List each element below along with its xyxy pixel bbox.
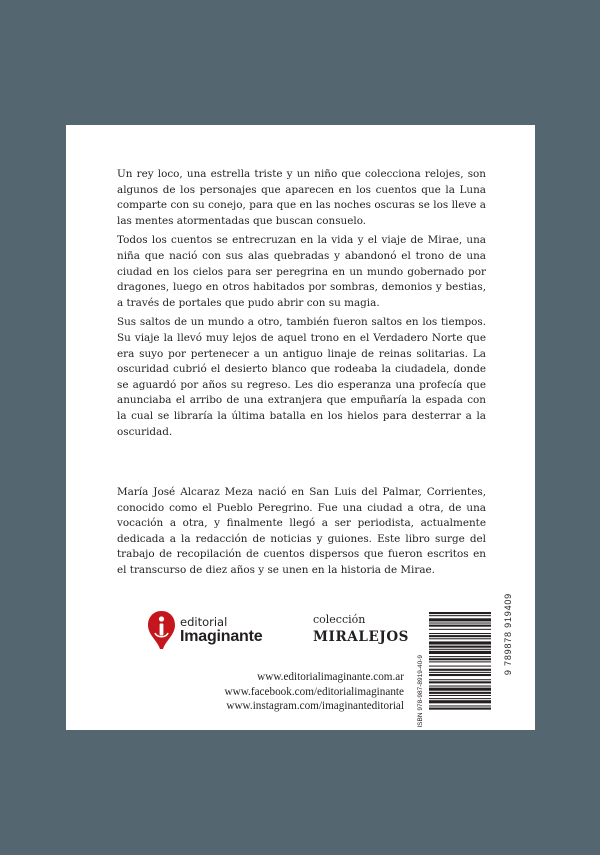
- barcode-bar: [429, 615, 491, 616]
- barcode-bar: [429, 629, 491, 630]
- website-link[interactable]: www.editorialimaginante.com.ar: [257, 671, 404, 683]
- barcode-bar: [429, 692, 491, 694]
- barcode-bar: [429, 708, 491, 710]
- barcode-bar: [429, 625, 491, 627]
- synopsis-paragraph-1: Un rey loco, una estrella triste y un niño que colecciona relojes, son algunos de los personajes que aparecen en los cuentos que la Luna comparte con su conejo, para que en las noches oscuras se los lleve a las mentes atormentadas que buscan consuelo.: [117, 168, 486, 227]
- barcode-bar: [429, 688, 491, 691]
- barcode-bar: [429, 674, 491, 676]
- synopsis-paragraph-2: Todos los cuentos se entrecruzan en la vida y el viaje de Mirae, una niña que nació con sus alas quebradas y abandonó el trono de una ciudad en los cielos para ser peregrina en un mundo gobernado por dragones, luego en otros habitados por sombras, demonios y bestias, a través de portales que pudo abrir con su magia.: [117, 234, 486, 309]
- barcode-bar: [429, 666, 491, 667]
- barcode: [421, 608, 496, 718]
- barcode-bar: [429, 705, 491, 706]
- barcode-bar: [429, 695, 491, 696]
- barcode-bar: [429, 679, 491, 680]
- instagram-link[interactable]: www.instagram.com/imaginanteditorial: [226, 700, 404, 712]
- barcode-bar: [429, 623, 491, 624]
- barcode-bar: [429, 612, 491, 614]
- author-bio: María José Alcaraz Meza nació en San Luis del Palmar, Corrientes, conocido como el Pueblo Peregrino. Fue una ciudad a otra, de una vocación a otra, y finalmente llegó a ser periodista, actualmente dedicada a la redacción de noticias y guiones. Este libro surge del trabajo de recopilación de cuentos dispersos que fueron escritos en el transcurso de diez años y se unen en la historia de Mirae.: [117, 486, 486, 576]
- barcode-bar: [429, 641, 491, 644]
- synopsis-paragraph-3: Sus saltos de un mundo a otro, también fueron saltos en los tiempos. Su viaje la llevó muy lejos de aquel trono en el Verdadero Norte que era suyo por pertenecer a un antiguo linaje de reinas solitarias. La oscuridad cubrió el desierto blanco que rodeaba la ciudadela, donde se aguardó por años su regreso. Les dio esperanza una profecía que anunciaba el arribo de una extranjera que empuñaría la espada con la cual se libraría la última batalla en los hielos para desterrar a la oscuridad.: [117, 316, 486, 438]
- barcode-bar: [429, 656, 491, 657]
- publisher-name: Imaginante: [180, 628, 263, 645]
- barcode-bar: [429, 686, 491, 687]
- isbn-text: ISBN 978-987-8919-40-9: [417, 655, 424, 728]
- barcode-bar: [429, 669, 491, 671]
- publisher-small-label: editorial: [180, 615, 228, 629]
- barcode-bar: [429, 651, 491, 654]
- collection-label: colección: [313, 613, 366, 626]
- barcode-bar: [429, 698, 491, 699]
- barcode-bar: [429, 646, 491, 648]
- barcode-bar: [429, 672, 491, 673]
- barcode-bar: [429, 700, 491, 703]
- barcode-number: 9 789878 919409: [503, 593, 513, 676]
- barcode-bar: [429, 661, 491, 662]
- publisher-links: [184, 670, 404, 714]
- barcode-bar: [429, 649, 491, 650]
- barcode-bar: [429, 618, 491, 621]
- collection-name: MIRALEJOS: [313, 629, 410, 645]
- back-cover-panel: [66, 125, 535, 730]
- barcode-bar: [429, 635, 491, 637]
- publisher-logo: [147, 610, 297, 650]
- synopsis: [117, 167, 486, 444]
- facebook-link[interactable]: www.facebook.com/editorialimaginante: [224, 685, 404, 698]
- barcode-bar: [429, 638, 491, 639]
- imaginante-mark-icon: [147, 610, 176, 650]
- barcode-bar: [429, 633, 491, 634]
- barcode-bar: [429, 658, 491, 660]
- barcode-bar: [429, 681, 491, 683]
